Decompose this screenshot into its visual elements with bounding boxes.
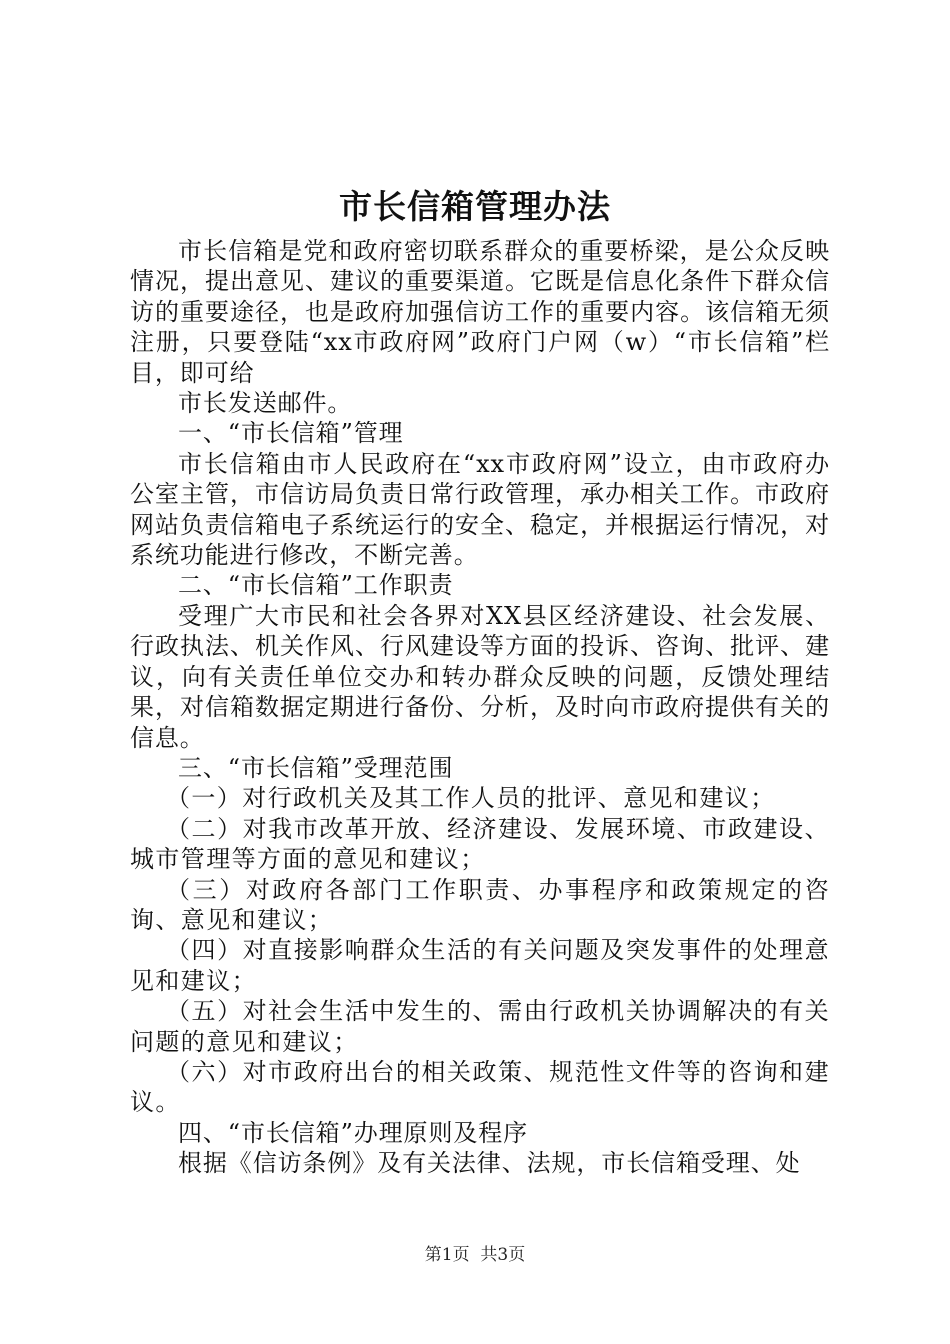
document-title: 市长信箱管理办法 (339, 187, 611, 226)
page-number: 第1页 (424, 1245, 470, 1265)
page-footer (0, 1243, 950, 1267)
scope-item-6: （六）对市政府出台的相关政策、规范性文件等的咨询和建议。 (130, 1057, 830, 1117)
scope-item-4: （四）对直接影响群众生活的有关问题及突发事件的处理意见和建议； (130, 936, 830, 995)
paragraph-principles: 根据《信访条例》及有关法律、法规，市长信箱受理、处 (178, 1149, 801, 1178)
section-heading-scope: 三、“市长信箱”受理范围 (178, 753, 454, 782)
document-body (130, 236, 830, 1179)
scope-item-3: （三）对政府各部门工作职责、办事程序和政策规定的咨询、意见和建议； (130, 875, 830, 934)
paragraph-intro-continued: 市长发送邮件。 (178, 389, 353, 418)
page-total: 共3页 (480, 1245, 526, 1265)
section-heading-duties: 二、“市长信箱”工作职责 (178, 571, 454, 600)
section-heading-principles: 四、“市长信箱”办理原则及程序 (178, 1118, 529, 1147)
section-heading-management: 一、“市长信箱”管理 (178, 419, 404, 448)
paragraph-intro: 市长信箱是党和政府密切联系群众的重要桥梁，是公众反映情况，提出意见、建议的重要渠道。它既是信息化条件下群众信访的重要途径，也是政府加强信访工作的重要内容。该信箱无须注册，只要登陆“xx市政府网”政府门户网（w）“市长信箱”栏目，即可给 (130, 237, 830, 387)
scope-item-2: （二）对我市改革开放、经济建设、发展环境、市政建设、城市管理等方面的意见和建议； (130, 814, 830, 874)
scope-item-5: （五）对社会生活中发生的、需由行政机关协调解决的有关问题的意见和建议； (130, 997, 830, 1056)
paragraph-duties: 受理广大市民和社会各界对XX县区经济建设、社会发展、行政执法、机关作风、行风建设等方面的投诉、咨询、批评、建议，向有关责任单位交办和转办群众反映的问题，反馈处理结果，对信箱数据定期进行备份、分析，及时向市政府提供有关的信息。 (130, 601, 830, 752)
scope-item-1: （一）对行政机关及其工作人员的批评、意见和建议； (166, 784, 776, 813)
paragraph-management: 市长信箱由市人民政府在“xx市政府网”设立，由市政府办公室主管，市信访局负责日常行政管理，承办相关工作。市政府网站负责信箱电子系统运行的安全、稳定，并根据运行情况，对系统功能进行修改，不断完善。 (130, 449, 830, 570)
